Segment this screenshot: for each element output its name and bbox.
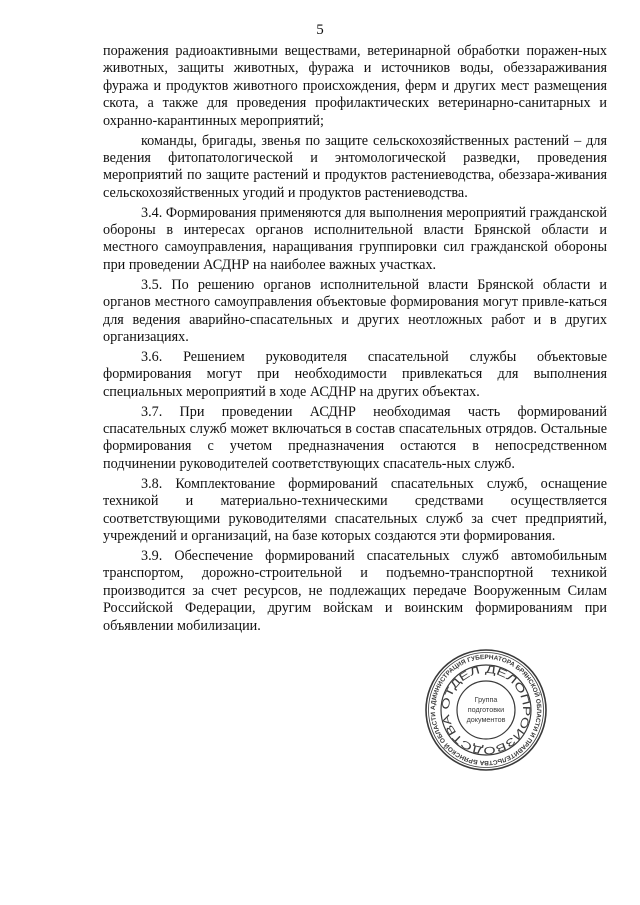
stamp-center-line: документов [466,715,506,724]
stamp-outer-text: АДМИНИСТРАЦИЯ ГУБЕРНАТОРА БРЯНСКОЙ ОБЛАСТИ И ПРАВИТЕЛЬСТВА БРЯНСКОЙ ОБЛАСТИ [429,653,543,767]
official-stamp [424,648,548,772]
paragraph: команды, бригады, звенья по защите сельскохозяйственных растений – для ведения фитопатологической и энтомологической разведки, проведения мероприятий по защите растений и продуктов растениеводства, обеззара-живания сельскохозяйственных угодий и продуктов растениеводства. [103,132,607,201]
paragraph: поражения радиоактивными веществами, ветеринарной обработки поражен-ных животных, защиты животных, фуража и источников воды, обеззараживания фуража и продуктов животного происхождения, ферм и других мест размещения скота, а также для проведения профилактических ветеринарно-санитарных и охранно-карантинных мероприятий; [103,43,607,129]
document-body [103,43,607,637]
paragraph: 3.6. Решением руководителя спасательной службы объектовые формирования могут при необходимости привлекаться для выполнения специальных мероприятий в ходе АСДНР на других объектах. [103,348,607,400]
stamp-center-line: Группа [474,695,498,704]
page-number: 5 [316,22,324,38]
stamp-seal [424,648,548,772]
paragraph: 3.4. Формирования применяются для выполнения мероприятий гражданской обороны в интересах органов исполнительной власти Брянской области и местного самоуправления, наращивания группировки сил гражданской обороны при проведении АСДНР на наиболее важных участках. [103,204,607,273]
paragraph: 3.8. Комплектование формирований спасательных служб, оснащение техникой и материально-техническими средствами осуществляется соответствующими руководителями спасательных служб за счет предприятий, учреждений и организаций, на базе которых создаются эти формирования. [103,475,607,544]
stamp-center-line: подготовки [467,705,505,714]
paragraph: 3.5. По решению органов исполнительной власти Брянской области и органов местного самоуправления объектовые формирования могут привле-каться для ведения аварийно-спасательных и других неотложных работ и в других организациях. [103,276,607,345]
stamp-middle-text: ОТДЕЛ ДЕЛОПРОИЗВОДСТВА [439,663,533,757]
paragraph: 3.7. При проведении АСДНР необходимая часть формирований спасательных служб может включаться в состав спасательных отрядов. Остальные формирования с учетом предназначения остаются в непосредственном подчинении руководителей соответствующих спасатель-ных служб. [103,403,607,472]
paragraph: 3.9. Обеспечение формирований спасательных служб автомобильным транспортом, дорожно-строительной и подъемно-транспортной техникой производится за счет ресурсов, не подлежащих передаче Вооруженным Силам Российской Федерации, другим войскам и воинским формированиям при объявлении мобилизации. [103,547,607,634]
